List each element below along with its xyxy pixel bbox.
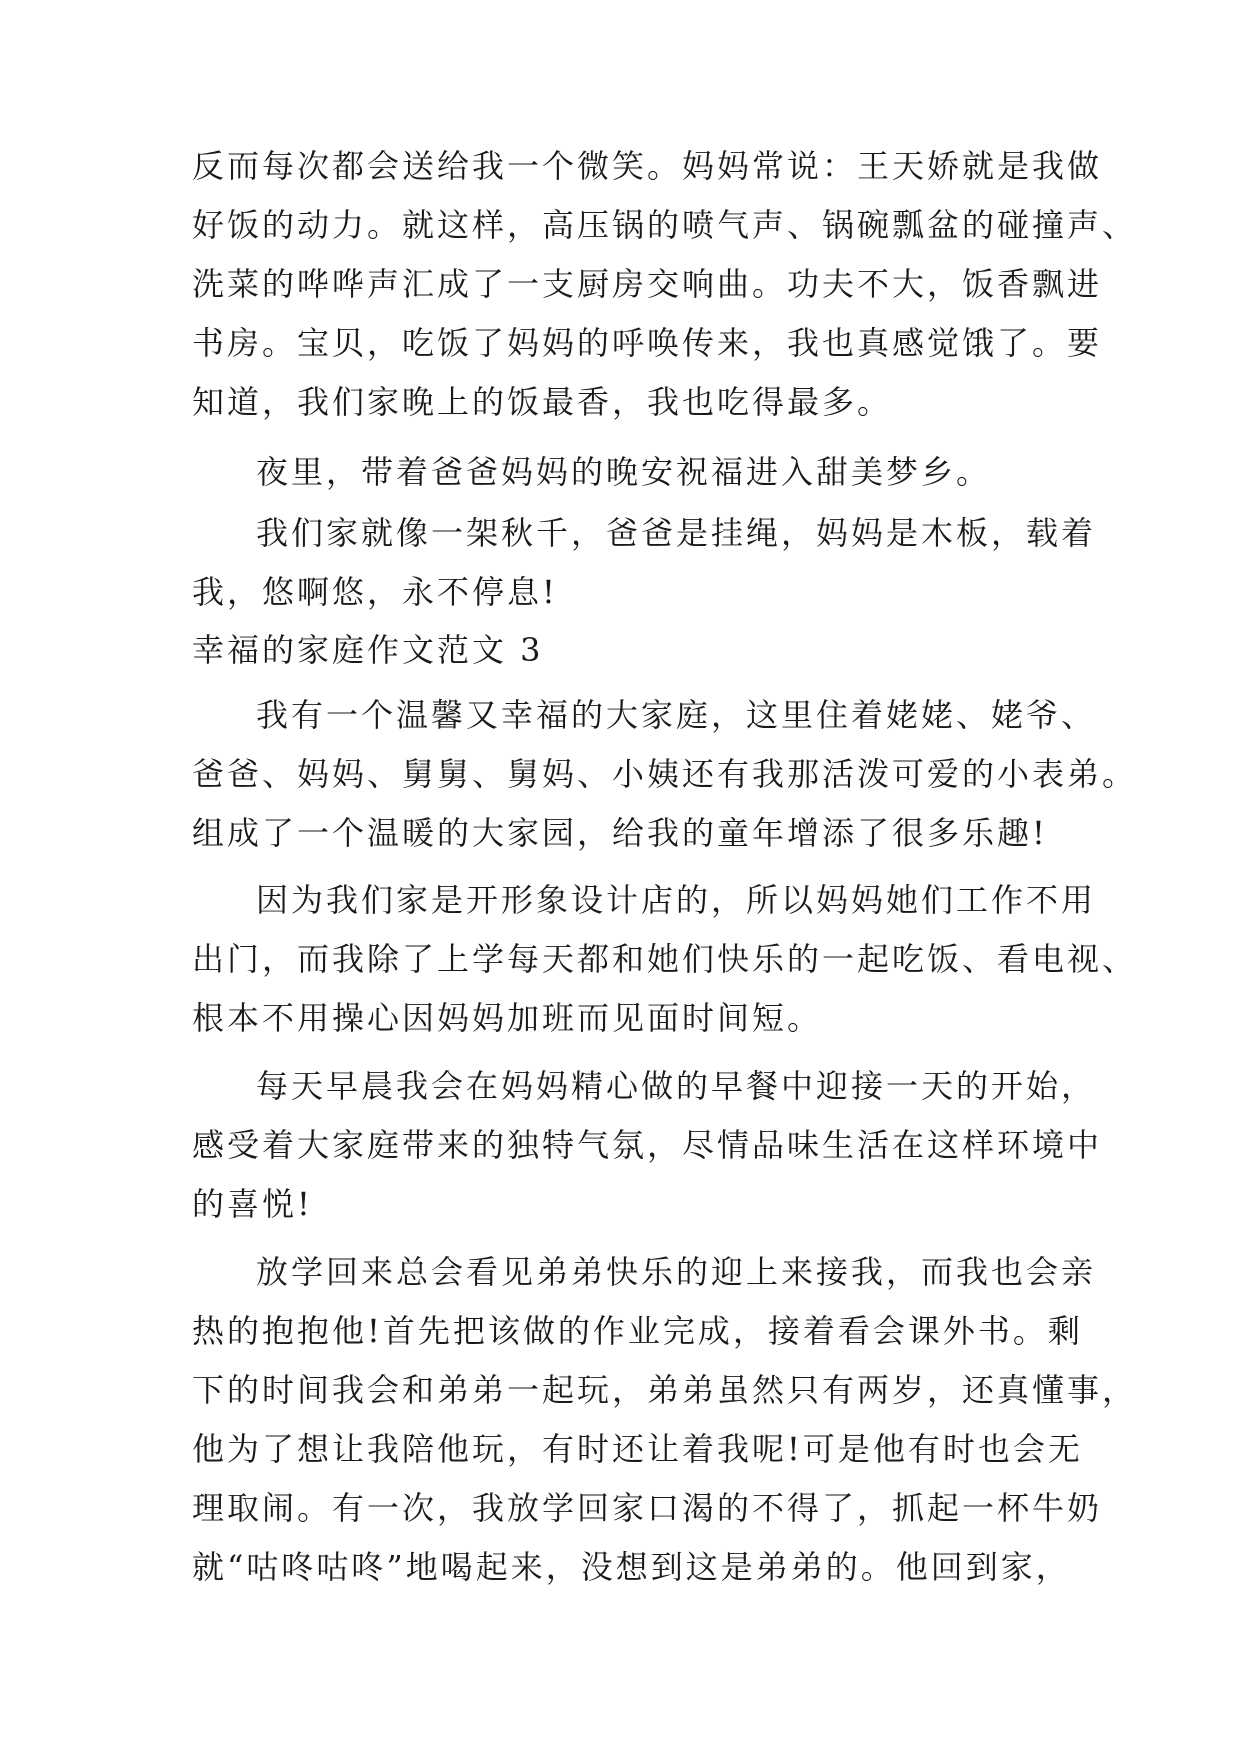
text-line: 好饭的动力。就这样，高压锅的喷气声、锅碗瓢盆的碰撞声、	[192, 206, 1138, 244]
text-line: 因为我们家是开形象设计店的，所以妈妈她们工作不用	[256, 881, 1097, 919]
text-line: 下的时间我会和弟弟一起玩，弟弟虽然只有两岁，还真懂事，	[192, 1371, 1138, 1409]
text-line: 的喜悦!	[192, 1185, 313, 1223]
text-line: 我有一个温馨又幸福的大家庭，这里住着姥姥、姥爷、	[256, 696, 1097, 734]
text-line: 洗菜的哗哗声汇成了一支厨房交响曲。功夫不大，饭香飘进	[192, 265, 1103, 303]
text-line: 理取闹。有一次，我放学回家口渴的不得了，抓起一杯牛奶	[192, 1489, 1103, 1527]
text-line: 夜里，带着爸爸妈妈的晚安祝福进入甜美梦乡。	[256, 453, 992, 491]
text-line: 爸爸、妈妈、舅舅、舅妈、小姨还有我那活泼可爱的小表弟。	[192, 755, 1138, 793]
text-line: 就“咕咚咕咚”地喝起来，没想到这是弟弟的。他回到家，	[192, 1548, 1071, 1586]
text-line: 书房。宝贝，吃饭了妈妈的呼唤传来，我也真感觉饿了。要	[192, 324, 1103, 362]
text-line: 感受着大家庭带来的独特气氛，尽情品味生活在这样环境中	[192, 1126, 1103, 1164]
text-line: 组成了一个温暖的大家园，给我的童年增添了很多乐趣!	[192, 814, 1048, 852]
text-line: 知道，我们家晚上的饭最香，我也吃得最多。	[192, 383, 893, 421]
text-line: 他为了想让我陪他玩，有时还让着我呢!可是他有时也会无	[192, 1430, 1083, 1468]
text-line: 热的抱抱他!首先把该做的作业完成，接着看会课外书。剩	[192, 1312, 1083, 1350]
text-line: 每天早晨我会在妈妈精心做的早餐中迎接一天的开始，	[256, 1067, 1097, 1105]
text-line: 根本不用操心因妈妈加班而见面时间短。	[192, 999, 823, 1037]
text-line: 我，悠啊悠，永不停息!	[192, 573, 558, 611]
text-line: 反而每次都会送给我一个微笑。妈妈常说：王天娇就是我做	[192, 147, 1103, 185]
section-heading: 幸福的家庭作文范文 3	[192, 631, 544, 669]
text-line: 放学回来总会看见弟弟快乐的迎上来接我，而我也会亲	[256, 1253, 1097, 1291]
text-line: 我们家就像一架秋千，爸爸是挂绳，妈妈是木板，载着	[256, 514, 1097, 552]
text-line: 出门，而我除了上学每天都和她们快乐的一起吃饭、看电视、	[192, 940, 1138, 978]
